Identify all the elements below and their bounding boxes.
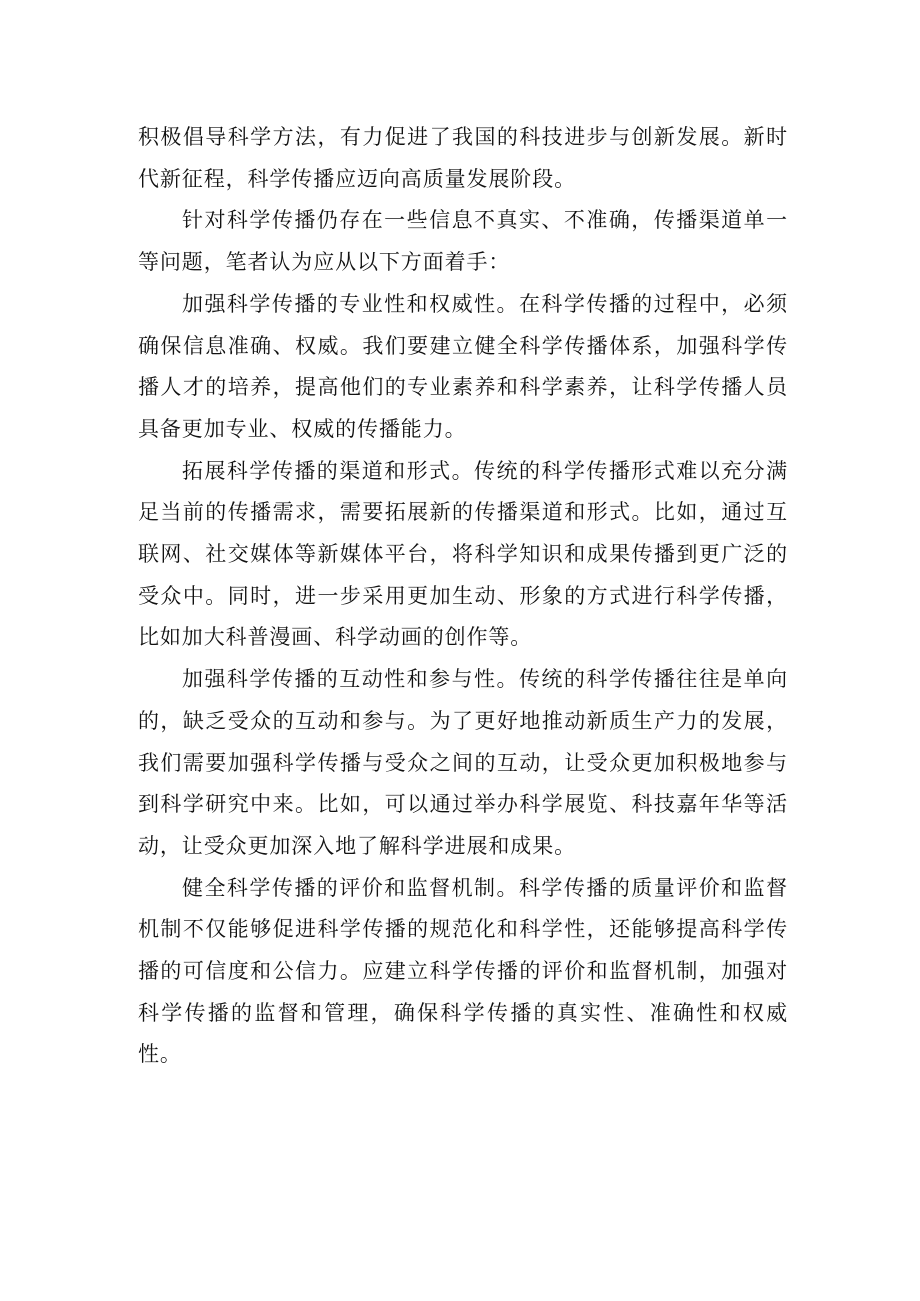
paragraph-professionalism: 加强科学传播的专业性和权威性。在科学传播的过程中，必须确保信息准确、权威。我们要建立健全科学传播体系，加强科学传播人才的培养，提高他们的专业素养和科学素养，让科学传播人员具备更加专业、权威的传播能力。 [138, 291, 788, 441]
paragraph-interaction: 加强科学传播的互动性和参与性。传统的科学传播往往是单向的，缺乏受众的互动和参与。为了更好地推动新质生产力的发展，我们需要加强科学传播与受众之间的互动，让受众更加积极地参与到科学研究中来。比如，可以通过举办科学展览、科技嘉年华等活动，让受众更加深入地了解科学进展和成果。 [138, 667, 788, 858]
paragraph-continuation: 积极倡导科学方法，有力促进了我国的科技进步与创新发展。新时代新征程，科学传播应迈向高质量发展阶段。 [138, 125, 788, 191]
paragraph-evaluation: 健全科学传播的评价和监督机制。科学传播的质量评价和监督机制不仅能够促进科学传播的规范化和科学性，还能够提高科学传播的可信度和公信力。应建立科学传播的评价和监督机制，加强对科学传播的监督和管理，确保科学传播的真实性、准确性和权威性。 [138, 875, 788, 1067]
paragraph-channels: 拓展科学传播的渠道和形式。传统的科学传播形式难以充分满足当前的传播需求，需要拓展新的传播渠道和形式。比如，通过互联网、社交媒体等新媒体平台，将科学知识和成果传播到更广泛的受众中。同时，进一步采用更加生动、形象的方式进行科学传播，比如加大科普漫画、科学动画的创作等。 [138, 458, 788, 650]
paragraph-problem-intro: 针对科学传播仍存在一些信息不真实、不准确，传播渠道单一等问题，笔者认为应从以下方面着手： [138, 208, 788, 275]
document-body [138, 117, 788, 1076]
